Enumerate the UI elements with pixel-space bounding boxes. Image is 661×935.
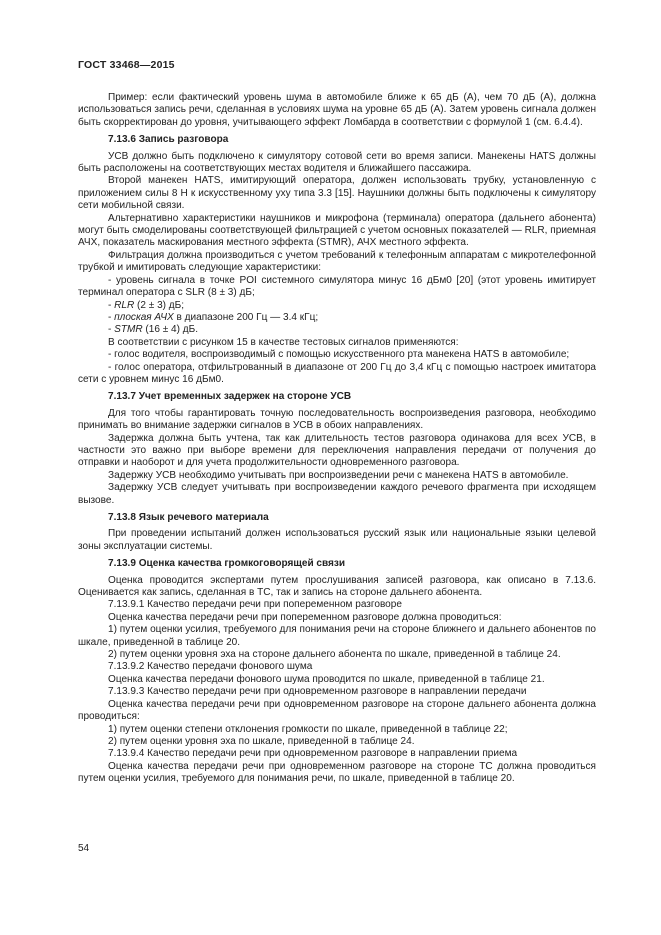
list-item: - уровень сигнала в точке POI системного симулятора минус 16 дБм0 [20] (этот уровень имитирует терминал оператора с SLR (8 ± 3) дБ;	[78, 274, 596, 299]
section-heading-7-13-7: 7.13.7 Учет временных задержек на стороне УСВ	[108, 391, 352, 403]
paragraph: 1) путем оценки степени отклонения громкости по шкале, приведенной в таблице 22;	[108, 723, 508, 735]
standard-header: ГОСТ 33468—2015	[78, 59, 175, 71]
list-item: - голос оператора, отфильтрованный в диапазоне от 200 Гц до 3,4 кГц с помощью настроек имитатора сети с уровнем минус 16 дБм0.	[78, 361, 596, 385]
paragraph: 2) путем оценки уровня эха на стороне дальнего абонента по шкале, приведенной в таблице 24.	[108, 649, 561, 661]
paragraph: Оценка качества передачи речи при одновременном разговоре на стороне ТС должна проводиться путем оценки усилия, требуемого для понимания речи, по шкале, приведенной в таблице 20.	[78, 760, 596, 785]
term: STMR	[114, 324, 143, 336]
paragraph: Фильтрация должна производиться с учетом требований к телефонным аппаратам с микротелефонной трубкой и имитировать следующие характеристики:	[78, 249, 596, 274]
subsection-title: 7.13.9.1 Качество передачи речи при попеременном разговоре	[108, 599, 402, 611]
subsection-title: 7.13.9.2 Качество передачи фонового шума	[108, 661, 313, 673]
paragraph: Оценка качества передачи речи при одновременном разговоре на стороне дальнего абонента должна проводиться:	[78, 698, 596, 723]
paragraph: Задержка должна быть учтена, так как длительность тестов разговора одинакова для всех УСВ, в частности это важно при выборе времени для переключения направления передачи от получения до отправки и наоборот и для учета продолжительности одновременного разговора.	[78, 432, 596, 469]
paragraph: Оценка качества передачи речи при попеременном разговоре должна проводиться:	[108, 611, 502, 623]
paragraph: 1) путем оценки усилия, требуемого для понимания речи на стороне ближнего и дальнего абонентов по шкале, приведенной в таблице 20.	[78, 624, 596, 648]
paragraph: Для того чтобы гарантировать точную последовательность воспроизведения разговора, необходимо принимать во внимание задержки сигналов в УСВ в обоих направлениях.	[78, 407, 596, 432]
section-heading-7-13-8: 7.13.8 Язык речевого материала	[108, 512, 269, 523]
list-item: - плоская АЧХ в диапазоне 200 Гц — 3.4 кГц;	[108, 311, 319, 323]
term: RLR	[114, 299, 135, 311]
paragraph: Второй манекен HATS, имитирующий оператора, должен использовать трубку, установленную с приложением силы 8 Н к искусственному уху типа 3.3 [15]. Наушники должны быть подключены к симулятору сети мобильной связи.	[78, 175, 596, 212]
paragraph: Альтернативно характеристики наушников и микрофона (терминала) оператора (дальнего абонента) могут быть смоделированы соответствующей фильтрацией с учетом основных показателей — RLR, приемная АЧХ, показатель маскирования местного эффекта (STMR), АЧХ местного эффекта.	[78, 212, 596, 249]
paragraph: При проведении испытаний должен использоваться русский язык или национальные языки целевой зоны эксплуатации системы.	[78, 528, 596, 552]
example-paragraph: Пример: если фактический уровень шума в автомобиле ближе к 65 дБ (А), чем 70 дБ (А), должна использоваться запись речи, сделанная в условиях шума на уровне 65 дБ (А). Затем уровень сигнала должен быть скорректирован до уровня, учитывающего эффект Ломбарда в соответствии с формулой 1 (см. 6.4.4).	[78, 92, 596, 128]
paragraph: В соответствии с рисунком 15 в качестве тестовых сигналов применяются:	[108, 336, 459, 348]
paragraph: Оценка проводится экспертами путем прослушивания записей разговора, как описано в 7.13.6. Оценивается как запись, сделанная в ТС, так и запись на стороне дальнего абонента.	[78, 574, 596, 599]
paragraph: УСВ должно быть подключено к симулятору сотовой сети во время записи. Манекены HATS должны быть расположены на соответствующих местах водителя и ближайшего пассажира.	[78, 150, 596, 175]
paragraph: Оценка качества передачи фонового шума проводится по шкале, приведенной в таблице 21.	[108, 673, 545, 685]
list-item: - RLR (2 ± 3) дБ;	[108, 299, 185, 311]
paragraph: Задержку УСВ следует учитывать при воспроизведении каждого речевого фрагмента при исходящем вызове.	[78, 482, 596, 506]
list-item: - STMR (16 ± 4) дБ.	[108, 324, 198, 336]
paragraph: Задержку УСВ необходимо учитывать при воспроизведении речи с манекена HATS в автомобиле.	[108, 469, 569, 481]
section-heading-7-13-9: 7.13.9 Оценка качества громкоговорящей связи	[108, 558, 346, 570]
section-heading-7-13-6: 7.13.6 Запись разговора	[108, 134, 229, 146]
document-body	[78, 92, 596, 786]
paragraph: 2) путем оценки уровня эха по шкале, приведенной в таблице 24.	[108, 735, 415, 747]
term: плоская АЧХ	[114, 311, 174, 323]
subsection-title: 7.13.9.3 Качество передачи речи при одновременном разговоре в направлении передачи	[108, 686, 527, 698]
list-item: - голос водителя, воспроизводимый с помощью искусственного рта манекена HATS в автомобиле;	[108, 349, 570, 361]
subsection-title: 7.13.9.4 Качество передачи речи при одновременном разговоре в направлении приема	[108, 748, 518, 760]
page-number: 54	[78, 843, 90, 854]
